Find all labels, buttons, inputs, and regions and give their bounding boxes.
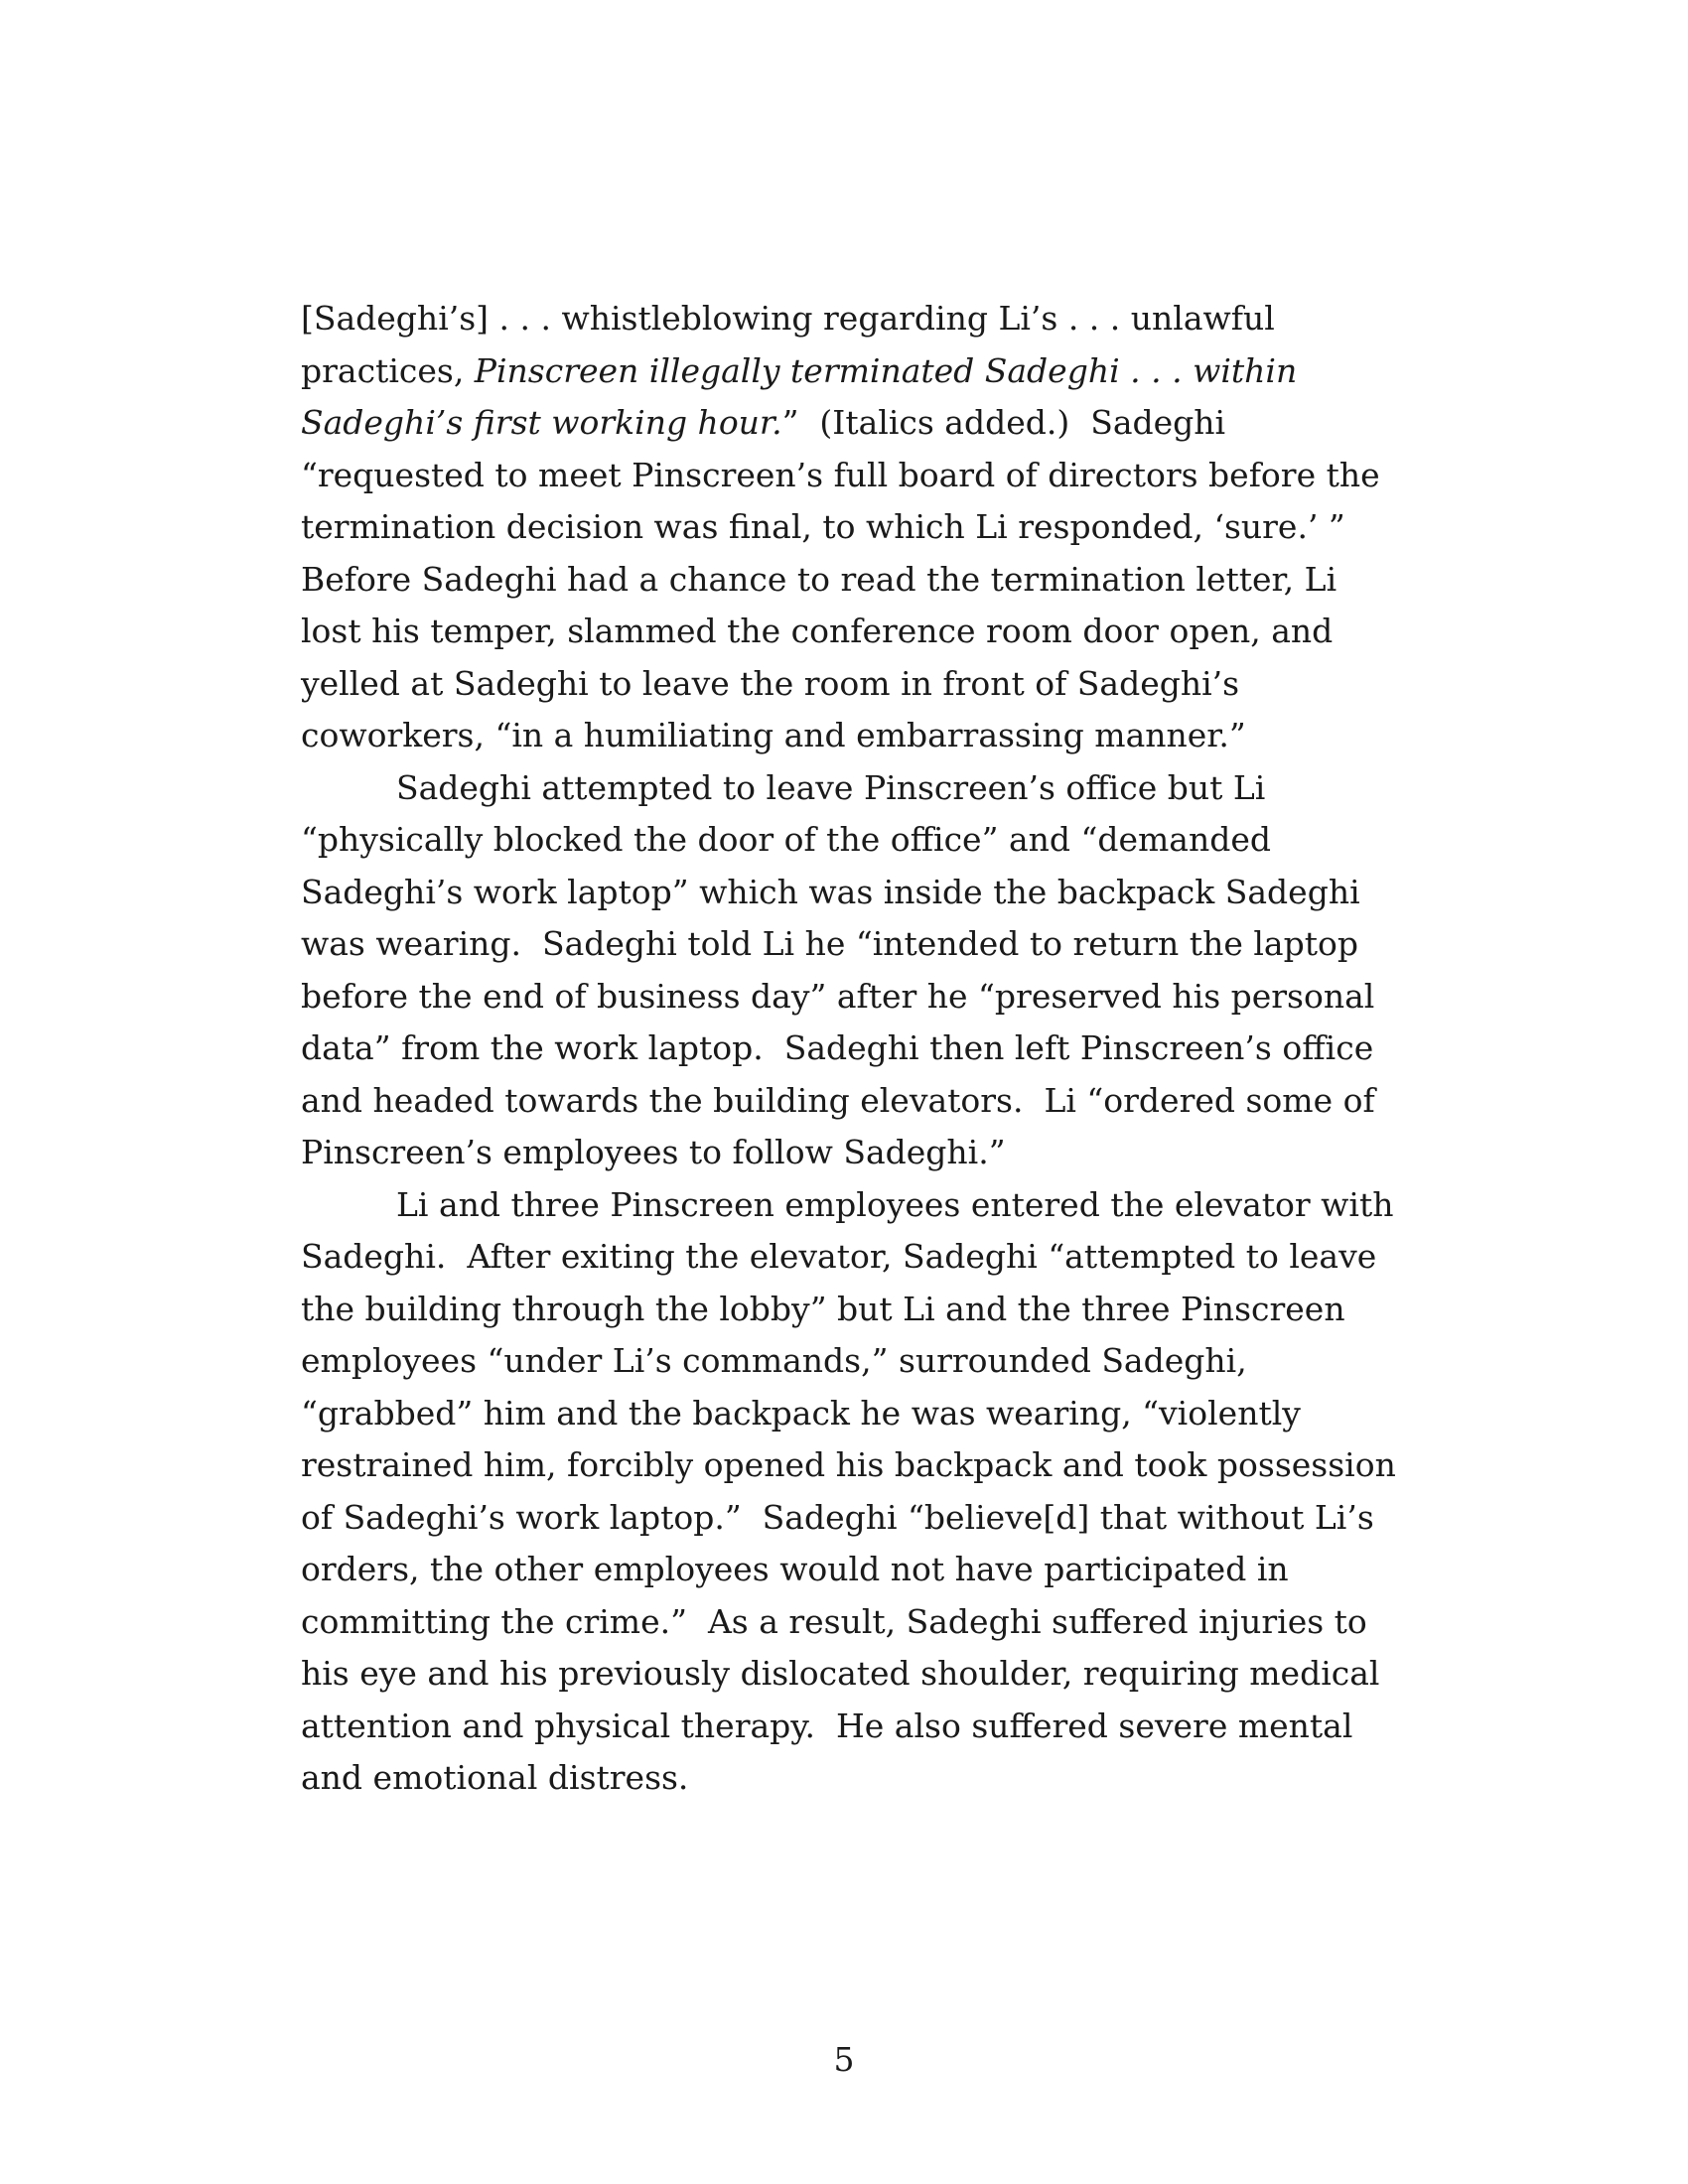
text-line — [301, 450, 1403, 502]
text-run: restrained him, forcibly opened his backpack and took possession — [301, 1445, 1396, 1484]
text-line — [301, 554, 1403, 607]
text-run: orders, the other employees would not have participated in — [301, 1550, 1289, 1588]
text-line — [301, 1075, 1403, 1128]
text-line — [301, 293, 1403, 345]
text-run: Sadeghi attempted to leave Pinscreen’s office but Li — [396, 767, 1266, 807]
text-line — [301, 762, 1403, 815]
text-line — [301, 345, 1403, 398]
text-line — [301, 1544, 1403, 1596]
text-line — [301, 1284, 1403, 1336]
text-run: “grabbed” him and the backpack he was wearing, “violently — [301, 1393, 1301, 1433]
text-line — [301, 814, 1403, 867]
text-line — [301, 1179, 1403, 1232]
text-line — [301, 1492, 1403, 1545]
text-run: ” (Italics added.) Sadeghi — [781, 403, 1226, 442]
text-run: practices, — [301, 350, 475, 390]
text-run: “requested to meet Pinscreen’s full board of directors before the — [301, 455, 1380, 494]
text-run: committing the crime.” As a result, Sadeghi suffered injuries to — [301, 1601, 1367, 1641]
text-run: Before Sadeghi had a chance to read the termination letter, Li — [301, 559, 1337, 599]
text-run: yelled at Sadeghi to leave the room in front of Sadeghi’s — [301, 663, 1240, 703]
text-line — [301, 1127, 1403, 1179]
text-run: Li and three Pinscreen employees entered the elevator with — [396, 1184, 1394, 1224]
italic-text-run: Pinscreen illegally terminated Sadeghi . . . within — [474, 350, 1298, 390]
text-run: his eye and his previously dislocated shoulder, requiring medical — [301, 1654, 1380, 1693]
text-line — [301, 1023, 1403, 1075]
text-run: and emotional distress. — [301, 1758, 689, 1797]
document-text — [301, 293, 1403, 1805]
text-line — [301, 1596, 1403, 1649]
text-run: attention and physical therapy. He also suffered severe mental — [301, 1706, 1353, 1745]
text-line — [301, 397, 1403, 450]
text-run: termination decision was final, to which Li responded, ‘sure.’ ” — [301, 507, 1345, 546]
text-run: employees “under Li’s commands,” surrounded Sadeghi, — [301, 1341, 1247, 1380]
text-line — [301, 501, 1403, 554]
text-run: Sadeghi. After exiting the elevator, Sadeghi “attempted to leave — [301, 1237, 1377, 1276]
text-line — [301, 1335, 1403, 1388]
text-line — [301, 1388, 1403, 1440]
text-run: the building through the lobby” but Li and the three Pinscreen — [301, 1289, 1345, 1328]
text-line — [301, 658, 1403, 711]
text-line — [301, 1439, 1403, 1492]
text-line — [301, 867, 1403, 919]
text-run: coworkers, “in a humiliating and embarrassing manner.” — [301, 716, 1246, 754]
text-line — [301, 1648, 1403, 1701]
italic-text-run: Sadeghi’s first working hour. — [301, 403, 782, 442]
text-line — [301, 971, 1403, 1024]
text-line — [301, 606, 1403, 658]
page-number: 5 — [833, 2040, 855, 2079]
text-run: Pinscreen’s employees to follow Sadeghi.” — [301, 1133, 1006, 1171]
text-line — [301, 918, 1403, 971]
text-run: was wearing. Sadeghi told Li he “intended to return the laptop — [301, 924, 1358, 963]
text-run: and headed towards the building elevators. Li “ordered some of — [301, 1080, 1375, 1120]
text-run: “physically blocked the door of the office” and “demanded — [301, 820, 1272, 859]
text-run: Sadeghi’s work laptop” which was inside the backpack Sadeghi — [301, 872, 1360, 911]
text-run: data” from the work laptop. Sadeghi then left Pinscreen’s office — [301, 1028, 1374, 1067]
text-line — [301, 1701, 1403, 1753]
text-run: before the end of business day” after he “preserved his personal — [301, 976, 1375, 1016]
text-line — [301, 710, 1403, 762]
text-run: lost his temper, slammed the conference room door open, and — [301, 612, 1334, 650]
text-line — [301, 1752, 1403, 1805]
text-run: of Sadeghi’s work laptop.” Sadeghi “believe[d] that without Li’s — [301, 1497, 1374, 1537]
text-run: [Sadeghi’s] . . . whistleblowing regarding Li’s . . . unlawful — [301, 299, 1275, 338]
text-line — [301, 1231, 1403, 1284]
